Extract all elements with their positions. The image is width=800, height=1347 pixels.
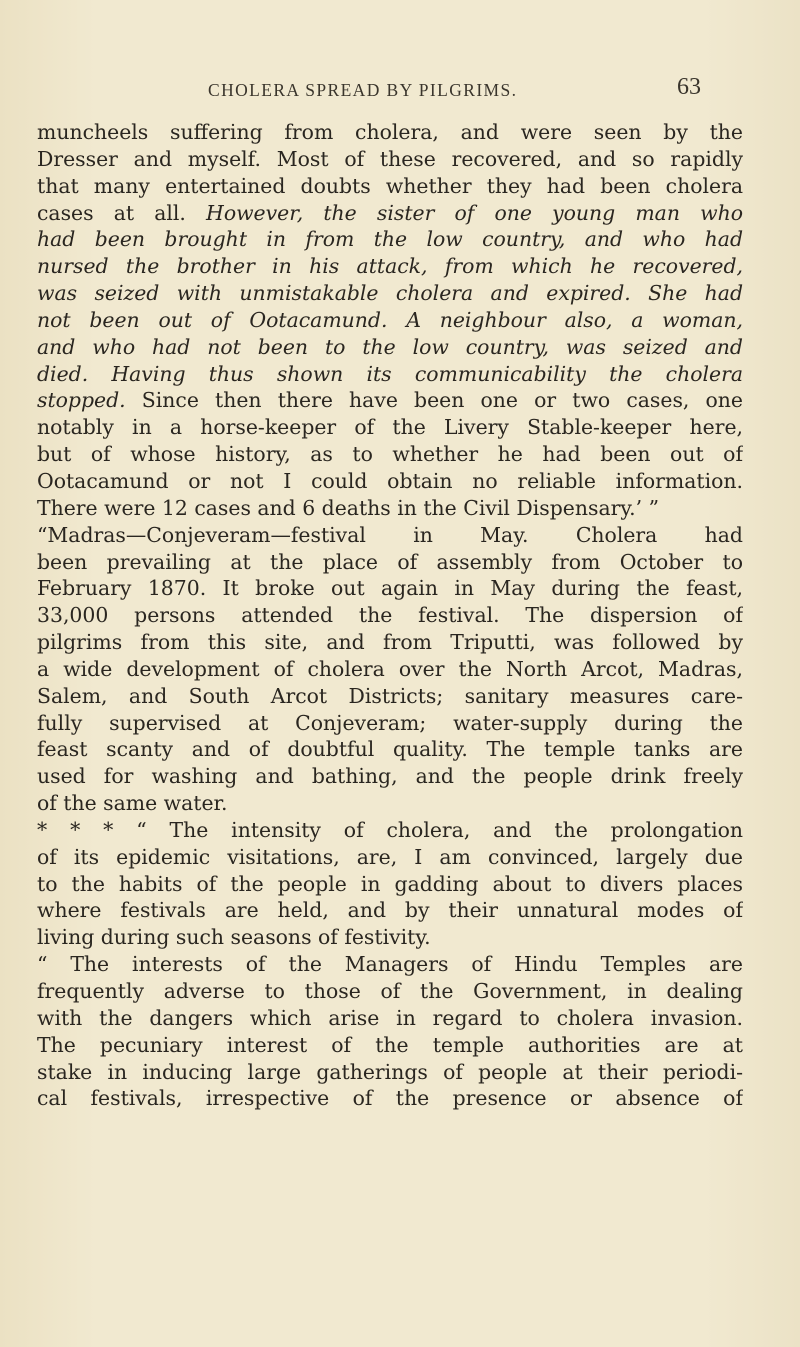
page-number: 63 (677, 74, 701, 100)
text-line: where festivals are held, and by their unnatural modes of (37, 898, 743, 923)
text-line: Ootacamund or not I could obtain no reliable information. (37, 468, 743, 493)
text-line: Salem, and South Arcot Districts; sanitary measures care- (37, 683, 743, 708)
text-line: * * * “ The intensity of cholera, and the prolongation (37, 817, 743, 842)
text-line: but of whose history, as to whether he had been out of (37, 442, 743, 467)
text-line: frequently adverse to those of the Government, in dealing (37, 979, 743, 1003)
text-line: been prevailing at the place of assembly from October to (37, 549, 743, 574)
text-segment: stopped. (37, 388, 142, 413)
text-line: of its epidemic visitations, are, I am convinced, largely due (37, 844, 743, 869)
text-line: There were 12 cases and 6 deaths in the Civil Dispensary.’ ” (37, 495, 660, 520)
text-line: stake in inducing large gatherings of people at their periodi- (37, 1059, 743, 1084)
text-line: fully supervised at Conjeveram; water-supply during the (37, 710, 743, 735)
text-line: muncheels suffering from cholera, and were seen by the (37, 120, 743, 144)
text-line: to the habits of the people in gadding about to divers places (37, 871, 743, 896)
text-segment: Since then there have been one or two cases, one (141, 388, 743, 413)
text-line: notably in a horse-keeper of the Livery Stable-keeper here, (37, 415, 743, 440)
text-line: pilgrims from this site, and from Triputti, was followed by (37, 630, 743, 655)
text-line: The pecuniary interest of the temple authorities are at (37, 1032, 743, 1057)
text-line: of the same water. (37, 791, 228, 816)
text-line: “ The interests of the Managers of Hindu Temples are (37, 952, 743, 977)
text-line: and who had not been to the low country, was seized and (37, 334, 743, 359)
text-line: nursed the brother in his attack, from which he recovered, (37, 254, 743, 279)
text-line: “Madras—Conjeveram—festival in May. Cholera had (37, 522, 743, 547)
text-line: February 1870. It broke out again in May during the feast, (37, 576, 743, 601)
page-header (0, 76, 800, 106)
text-line: feast scanty and of doubtful quality. The temple tanks are (37, 737, 743, 762)
text-segment: cases at all. (37, 200, 207, 225)
text-line: not been out of Ootacamund. A neighbour also, a woman, (37, 307, 743, 332)
text-line: a wide development of cholera over the North Arcot, Madras, (37, 656, 743, 681)
text-line: cal festivals, irrespective of the presence or absence of (37, 1086, 743, 1111)
text-line: Dresser and myself. Most of these recovered, and so rapidly (37, 146, 743, 171)
body-text (37, 119, 743, 1112)
text-line: had been brought in from the low country, and who had (37, 227, 743, 252)
text-line (37, 387, 743, 414)
text-line: that many entertained doubts whether they had been cholera (37, 173, 743, 198)
running-head: CHOLERA SPREAD BY PILGRIMS. (208, 80, 518, 100)
text-line: died. Having thus shown its communicability the cholera (37, 361, 743, 386)
text-line: was seized with unmistakable cholera and expired. She had (37, 281, 743, 306)
text-line: used for washing and bathing, and the people drink freely (37, 764, 743, 789)
text-line: with the dangers which arise in regard to cholera invasion. (37, 1005, 743, 1030)
text-line: 33,000 persons attended the festival. The dispersion of (37, 603, 743, 628)
text-segment: However, the sister of one young man who (206, 200, 743, 225)
text-line: living during such seasons of festivity. (37, 925, 431, 950)
text-line (37, 200, 743, 227)
